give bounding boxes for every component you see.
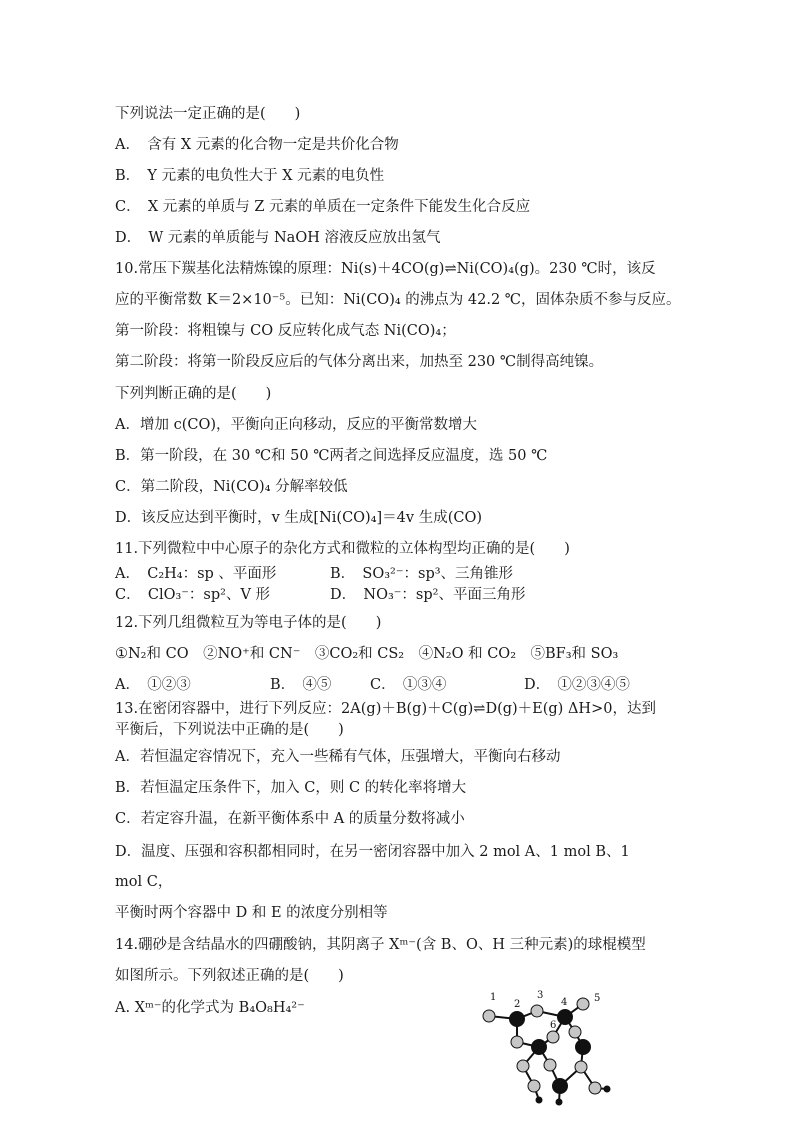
q13-line-2: 平衡后，下列说法中正确的是( )	[115, 722, 344, 738]
q11-option-d: D． NO₃⁻：sp²、平面三角形	[330, 587, 526, 603]
q13-option-d-cont-2: 平衡时两个容器中 D 和 E 的浓度分别相等	[115, 905, 388, 921]
q9-option-a: A． 含有 X 元素的化合物一定是共价化合物	[115, 137, 399, 153]
q14-line-1: 14.硼砂是含结晶水的四硼酸钠，其阴离子 Xᵐ⁻(含 B、O、H 三种元素)的球棍模型	[115, 937, 646, 953]
oxygen-atom	[589, 1082, 601, 1094]
q9-option-b: B． Y 元素的电负性大于 X 元素的电负性	[115, 168, 385, 184]
boron-atom	[510, 1012, 525, 1027]
oxygen-atom	[575, 1061, 587, 1073]
oxygen-atom	[511, 1036, 523, 1048]
q10-line-4: 第二阶段：将第一阶段反应后的气体分离出来，加热至 230 ℃制得高纯镍。	[115, 354, 604, 370]
q11-option-a: A． C₂H₄：sp 、平面形	[115, 566, 277, 582]
q13-option-b: B．若恒温定压条件下，加入 C，则 C 的转化率将增大	[115, 780, 467, 796]
figure-label-1: 1	[490, 992, 497, 1003]
oxygen-atom	[528, 1080, 540, 1092]
q10-line-1: 10.常压下羰基化法精炼镍的原理：Ni(s)＋4CO(g)⇌Ni(CO)₄(g)。230 ℃时，该反	[115, 261, 656, 277]
q11-stem: 11.下列微粒中中心原子的杂化方式和微粒的立体构型均正确的是( )	[115, 541, 570, 557]
figure-label-3: 3	[537, 990, 544, 1001]
q10-line-2: 应的平衡常数 K＝2×10⁻⁵。已知：Ni(CO)₄ 的沸点为 42.2 ℃，固体杂质不参与反应。	[115, 292, 681, 308]
oxygen-atom	[544, 1059, 556, 1071]
q10-option-c: C．第二阶段，Ni(CO)₄ 分解率较低	[115, 479, 348, 495]
q10-option-b: B．第一阶段，在 30 ℃和 50 ℃两者之间选择反应温度，选 50 ℃	[115, 448, 548, 464]
q10-stem: 下列判断正确的是( )	[115, 386, 272, 402]
q13-option-a: A．若恒温定容情况下，充入一些稀有气体，压强增大，平衡向右移动	[115, 749, 561, 765]
q13-option-d: D．温度、压强和容积都相同时，在另一密闭容器中加入 2 mol A、1 mol B、1	[115, 844, 630, 860]
hydrogen-atom	[556, 1099, 562, 1105]
q12-option-c: C． ①③④	[370, 677, 447, 693]
q10-line-3: 第一阶段：将粗镍与 CO 反应转化成气态 Ni(CO)₄；	[115, 323, 456, 339]
q13-line-1: 13.在密闭容器中，进行下列反应：2A(g)＋B(g)＋C(g)⇌D(g)＋E(g) ΔH>0，达到	[115, 701, 656, 717]
boron-atom	[558, 1010, 573, 1025]
q12-stem: 12.下列几组微粒互为等电子体的是( )	[115, 615, 382, 631]
q10-option-a: A．增加 c(CO)，平衡向正向移动，反应的平衡常数增大	[115, 417, 477, 433]
q11-option-c: C． ClO₃⁻：sp²、V 形	[115, 587, 271, 603]
q12-option-b: B． ④⑤	[270, 677, 332, 693]
q9-option-c: C． X 元素的单质与 Z 元素的单质在一定条件下能发生化合反应	[115, 199, 531, 215]
figure-label-4: 4	[561, 997, 568, 1008]
boron-atom	[553, 1079, 568, 1094]
figure-label-6: 6	[550, 1020, 557, 1031]
hydrogen-atom	[604, 1086, 610, 1092]
q14-option-a: A. Xᵐ⁻的化学式为 B₄O₈H₄²⁻	[115, 1000, 305, 1016]
hydrogen-atom	[536, 1097, 542, 1103]
boron-atom	[532, 1040, 547, 1055]
boron-atom	[576, 1040, 591, 1055]
oxygen-atom	[517, 1060, 529, 1072]
figure-label-2: 2	[514, 999, 521, 1010]
oxygen-atom	[569, 1026, 581, 1038]
q12-option-d: D． ①②③④⑤	[524, 677, 630, 693]
q10-option-d: D．该反应达到平衡时，v 生成[Ni(CO)₄]＝4v 生成(CO)	[115, 510, 482, 526]
q13-option-c: C．若定容升温，在新平衡体系中 A 的质量分数将减小	[115, 811, 465, 827]
q9-stem: 下列说法一定正确的是( )	[115, 106, 301, 122]
ball-and-stick-figure	[470, 985, 630, 1115]
oxygen-atom	[547, 1031, 559, 1043]
oxygen-atom	[577, 998, 589, 1010]
q12-option-a: A． ①②③	[115, 677, 191, 693]
q12-items: ①N₂和 CO ②NO⁺和 CN⁻ ③CO₂和 CS₂ ④N₂O 和 CO₂ ⑤BF₃和 SO₃	[115, 646, 619, 662]
figure-label-5: 5	[594, 993, 601, 1004]
q11-option-b: B． SO₃²⁻：sp³、三角锥形	[330, 566, 514, 582]
oxygen-atom	[531, 1005, 543, 1017]
q14-line-2: 如图所示。下列叙述正确的是( )	[115, 968, 344, 984]
q9-option-d: D． W 元素的单质能与 NaOH 溶液反应放出氢气	[115, 230, 441, 246]
q13-option-d-cont-1: mol C，	[115, 874, 173, 890]
oxygen-atom	[483, 1010, 495, 1022]
